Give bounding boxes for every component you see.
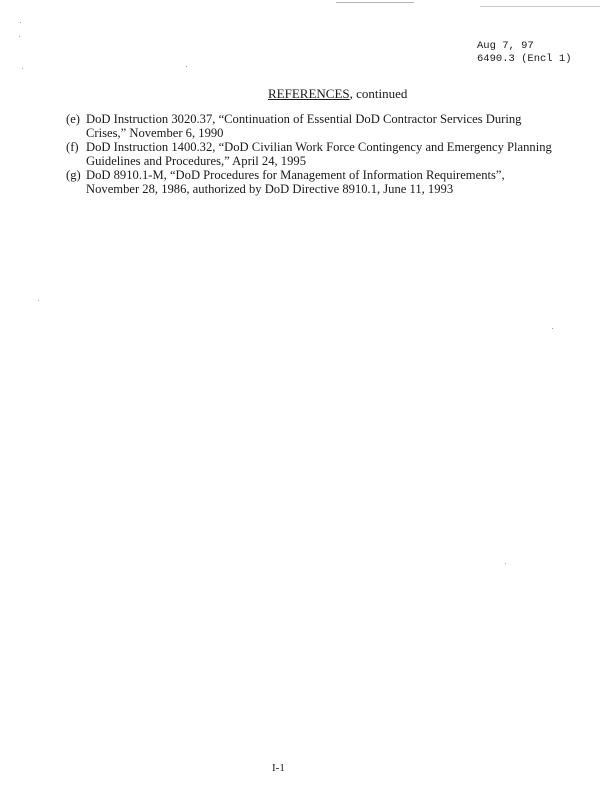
reference-item-f xyxy=(66,140,552,168)
scan-speck xyxy=(20,22,21,23)
references-list xyxy=(66,112,552,196)
reference-text-line: Guidelines and Procedures,” April 24, 1995 xyxy=(86,154,306,168)
page-title-suffix: , continued xyxy=(349,86,408,101)
reference-letter: (e) xyxy=(66,112,80,126)
scan-speck xyxy=(186,66,187,67)
reference-item-e xyxy=(66,112,546,140)
page-title-main: REFERENCES xyxy=(268,86,350,101)
reference-item-g xyxy=(66,168,546,196)
reference-text-line: DoD 8910.1-M, “DoD Procedures for Management of Information Requirements”, xyxy=(86,168,505,182)
scan-speck xyxy=(19,36,20,37)
page-number: I-1 xyxy=(272,762,285,774)
scan-speck xyxy=(505,563,506,564)
reference-text-line: DoD Instruction 1400.32, “DoD Civilian Work Force Contingency and Emergency Planning xyxy=(86,140,552,154)
scan-speck xyxy=(38,300,39,301)
reference-text-line: DoD Instruction 3020.37, “Continuation of Essential DoD Contractor Services During xyxy=(86,112,522,126)
document-header xyxy=(477,40,572,66)
scan-rule-top-right xyxy=(480,6,600,7)
reference-letter: (f) xyxy=(66,140,79,154)
scan-speck xyxy=(22,68,23,69)
scan-speck xyxy=(552,328,553,329)
scan-rule-top-center xyxy=(336,2,414,3)
header-doc-id: 6490.3 (Encl 1) xyxy=(477,53,572,65)
page-title xyxy=(268,86,407,102)
reference-text-line: Crises,” November 6, 1990 xyxy=(86,126,224,140)
reference-letter: (g) xyxy=(66,168,81,182)
reference-text-line: November 28, 1986, authorized by DoD Directive 8910.1, June 11, 1993 xyxy=(86,182,454,196)
header-date: Aug 7, 97 xyxy=(477,40,534,52)
